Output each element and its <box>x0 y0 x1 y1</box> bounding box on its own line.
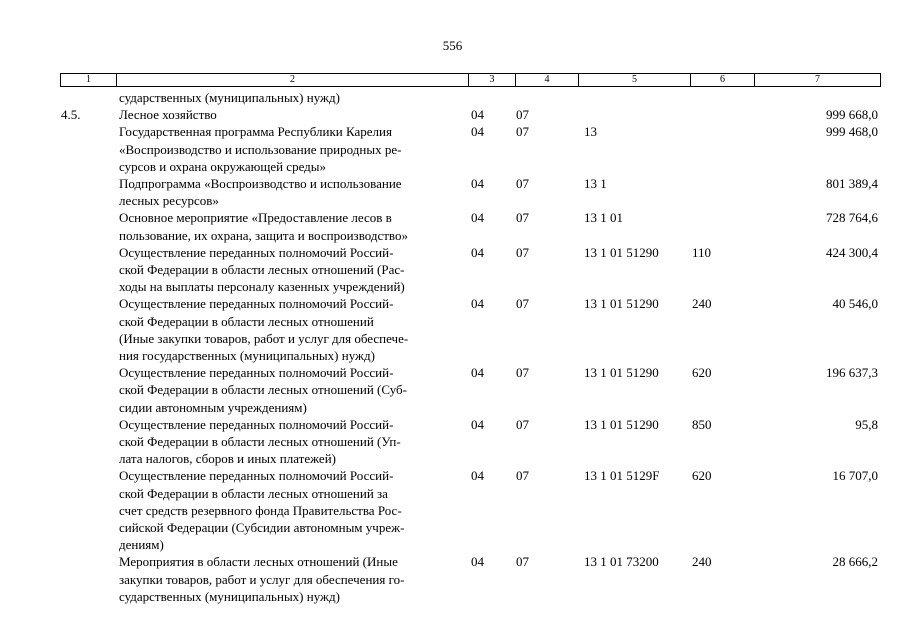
table-row <box>60 467 880 553</box>
expense-type-code <box>690 175 754 209</box>
row-description <box>116 295 468 364</box>
row-description <box>116 244 468 296</box>
expense-type-code: 620 <box>692 365 712 381</box>
table-row <box>60 123 880 175</box>
table-row <box>60 106 880 123</box>
table-row <box>60 295 880 364</box>
subsection-code <box>515 89 578 106</box>
description-line: Осуществление переданных полномочий Россий- <box>119 365 394 381</box>
column-header-row <box>60 73 881 87</box>
section-code: 04 <box>471 365 484 381</box>
budget-table-body <box>60 89 880 605</box>
amount-value: 40 546,0 <box>832 296 878 312</box>
description-line: ской Федерации в области лесных отношений (Рас- <box>119 262 405 278</box>
column-header-5: 5 <box>579 74 691 87</box>
description-line: закупки товаров, работ и услуг для обеспечения го- <box>119 571 405 587</box>
target-article-code: 13 <box>584 124 597 140</box>
subsection-code: 07 <box>516 210 529 226</box>
amount-value: 16 707,0 <box>832 468 878 484</box>
description-line: ской Федерации в области лесных отношений (Уп- <box>119 434 401 450</box>
description-line: Мероприятия в области лесных отношений (Иные <box>119 554 398 570</box>
expense-type-code <box>690 123 754 175</box>
description-line: Осуществление переданных полномочий Россий- <box>119 416 394 432</box>
description-line: Осуществление переданных полномочий Россий- <box>119 244 394 260</box>
description-line: Осуществление переданных полномочий Россий- <box>119 468 394 484</box>
subsection-code: 07 <box>516 296 529 312</box>
description-line: ской Федерации в области лесных отношений <box>119 313 374 329</box>
description-line: пользование, их охрана, защита и воспроизводство» <box>119 227 408 243</box>
row-number <box>60 364 116 416</box>
row-number <box>60 175 116 209</box>
description-line: дениям) <box>119 537 164 553</box>
row-description <box>116 467 468 553</box>
amount-value: 728 764,6 <box>826 210 878 226</box>
target-article-code: 13 1 01 73200 <box>584 554 659 570</box>
expense-type-code <box>690 89 754 106</box>
amount-value: 424 300,4 <box>826 244 878 260</box>
section-code: 04 <box>471 176 484 192</box>
section-code: 04 <box>471 554 484 570</box>
description-line: Государственная программа Республики Карелия <box>119 124 392 140</box>
description-line: Лесное хозяйство <box>119 107 217 123</box>
subsection-code: 07 <box>516 365 529 381</box>
expense-type-code <box>690 106 754 123</box>
description-line: сурсов и охрана окружающей среды» <box>119 158 327 174</box>
target-article-code: 13 1 01 51290 <box>584 244 659 260</box>
description-line: Подпрограмма «Воспроизводство и использование <box>119 176 402 192</box>
description-line: сийской Федерации (Субсидии автономным учреж- <box>119 520 405 536</box>
description-line: сударственных (муниципальных) нужд) <box>119 90 340 105</box>
row-description <box>116 416 468 468</box>
page-number: 556 <box>442 38 463 53</box>
target-article-code: 13 1 01 5129F <box>584 468 660 484</box>
description-line: (Иные закупки товаров, работ и услуг для обеспече- <box>119 330 409 346</box>
description-line: сидии автономным учреждениям) <box>119 399 307 415</box>
subsection-code: 07 <box>516 107 529 123</box>
column-header-1: 1 <box>61 74 117 87</box>
row-number <box>60 123 116 175</box>
row-number <box>60 89 116 106</box>
section-code: 04 <box>471 468 484 484</box>
expense-type-code: 620 <box>692 468 712 484</box>
row-description <box>116 89 468 106</box>
column-header-3: 3 <box>469 74 516 87</box>
description-line: Осуществление переданных полномочий Россий- <box>119 296 394 312</box>
section-code: 04 <box>471 416 484 432</box>
subsection-code: 07 <box>516 416 529 432</box>
table-row <box>60 416 880 468</box>
row-number <box>60 295 116 364</box>
row-number <box>60 467 116 553</box>
expense-type-code: 110 <box>692 244 712 260</box>
description-line: ния государственных (муниципальных) нужд) <box>119 348 375 364</box>
row-description <box>116 123 468 175</box>
section-code: 04 <box>471 296 484 312</box>
table-row <box>60 244 880 296</box>
section-code: 04 <box>471 210 484 226</box>
row-description <box>116 364 468 416</box>
table-row <box>60 175 880 209</box>
target-article-code: 13 1 01 51290 <box>584 416 659 432</box>
target-article-code: 13 1 01 51290 <box>584 365 659 381</box>
row-description <box>116 553 468 605</box>
target-article-code <box>578 106 690 123</box>
row-number <box>60 553 116 605</box>
expense-type-code: 850 <box>692 416 712 432</box>
description-line: лесных ресурсов» <box>119 193 219 209</box>
subsection-code: 07 <box>516 244 529 260</box>
description-line: ской Федерации в области лесных отношений (Суб- <box>119 382 407 398</box>
column-header-7: 7 <box>755 74 881 87</box>
subsection-code: 07 <box>516 176 529 192</box>
target-article-code: 13 1 01 <box>584 210 623 226</box>
table-row <box>60 364 880 416</box>
row-description <box>116 175 468 209</box>
amount-value: 95,8 <box>855 416 878 432</box>
subsection-code: 07 <box>516 468 529 484</box>
subsection-code: 07 <box>516 124 529 140</box>
amount-value: 196 637,3 <box>826 365 878 381</box>
row-number <box>60 244 116 296</box>
section-code: 04 <box>471 244 484 260</box>
description-line: ской Федерации в области лесных отношений за <box>119 485 388 501</box>
amount-value: 999 468,0 <box>826 124 878 140</box>
table-row <box>60 553 880 605</box>
table-row <box>60 209 880 243</box>
column-header-6: 6 <box>691 74 755 87</box>
description-line: счет средств резервного фонда Правительства Рос- <box>119 502 402 518</box>
expense-type-code <box>690 209 754 243</box>
description-line: Основное мероприятие «Предоставление лесов в <box>119 210 392 226</box>
row-number <box>60 209 116 243</box>
description-line: лата налогов, сборов и иных платежей) <box>119 451 336 467</box>
row-description <box>116 106 468 123</box>
row-description <box>116 209 468 243</box>
amount-value: 999 668,0 <box>826 107 878 123</box>
row-number <box>60 416 116 468</box>
amount-value: 28 666,2 <box>832 554 878 570</box>
table-row <box>60 89 880 106</box>
section-code: 04 <box>471 107 484 123</box>
column-header-2: 2 <box>117 74 469 87</box>
target-article-code: 13 1 01 51290 <box>584 296 659 312</box>
description-line: сударственных (муниципальных) нужд) <box>119 588 340 604</box>
target-article-code: 13 1 <box>584 176 607 192</box>
column-header-4: 4 <box>516 74 579 87</box>
expense-type-code: 240 <box>692 296 712 312</box>
description-line: ходы на выплаты персоналу казенных учреждений) <box>119 279 405 295</box>
section-code: 04 <box>471 124 484 140</box>
target-article-code <box>578 89 690 106</box>
expense-type-code: 240 <box>692 554 712 570</box>
subsection-code: 07 <box>516 554 529 570</box>
amount-value: 801 389,4 <box>826 176 878 192</box>
section-code <box>468 89 515 106</box>
amount-value <box>754 89 880 106</box>
description-line: «Воспроизводство и использование природных ре- <box>119 141 402 157</box>
row-number: 4.5. <box>61 107 81 123</box>
